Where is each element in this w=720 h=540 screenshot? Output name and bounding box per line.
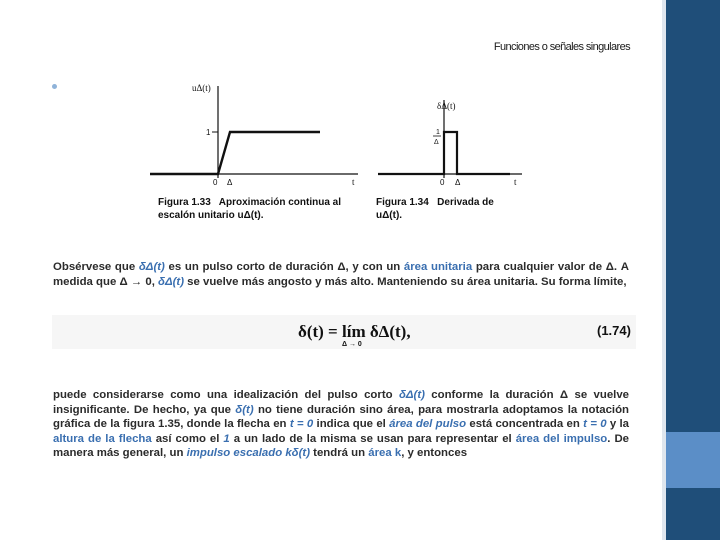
- p1-text: es un pulso corto de duración Δ, y con un: [164, 261, 404, 273]
- p2-text: y la: [606, 418, 629, 431]
- fig133-axis-t: t: [352, 177, 355, 187]
- p1-delta-term: δΔ(t): [138, 261, 165, 273]
- fig133-caption: [158, 196, 341, 222]
- p2-text: está concentrada en: [466, 418, 584, 431]
- p1-delta-term: δΔ(t): [158, 275, 185, 288]
- fig134-caption-num: Figura 1.34: [376, 197, 429, 208]
- paragraph-2: [53, 388, 629, 461]
- p2-term: 1: [223, 432, 230, 445]
- paragraph-1: [53, 260, 629, 289]
- fig133-caption-line1: Aproximación continua al: [218, 197, 342, 208]
- fig134-tick-delta-label: Δ: [455, 178, 461, 187]
- p2-text: puede considerarse como una idealización del pulso corto: [53, 389, 399, 401]
- fig133-ramp-curve: [150, 132, 320, 174]
- fig133-tick-0-label: 0: [213, 178, 218, 187]
- p2-text: . De manera más general, un: [53, 432, 630, 460]
- p1-area-term: área unitaria: [403, 261, 473, 273]
- equation-number: (1.74): [597, 323, 631, 338]
- fig133-tick-1-label: 1: [206, 128, 211, 137]
- fig133-caption-line2: escalón unitario uΔ(t).: [158, 210, 264, 221]
- slide-title: Funciones o señales singulares: [493, 41, 630, 53]
- fig134-caption: [376, 196, 494, 222]
- fig134-tick-0-label: 0: [440, 178, 445, 187]
- fig134-caption-line2: uΔ(t).: [376, 210, 403, 221]
- p2-text: tendrá un: [310, 447, 369, 460]
- p2-term: t = 0: [289, 418, 314, 431]
- fig133-tick-delta-label: Δ: [227, 178, 233, 187]
- p2-term: δ(t): [235, 403, 254, 416]
- p2-term: área del impulso: [515, 432, 608, 445]
- p2-text: a un lado de la misma se usan para representar el: [229, 432, 516, 445]
- fig134-axis-t: t: [514, 177, 517, 187]
- p2-term: impulso escalado kδ(t): [186, 447, 311, 460]
- p1-text: Obsérvese que: [53, 261, 139, 273]
- sidebar-accent-block: [666, 432, 720, 488]
- p2-term: área del pulso: [389, 418, 467, 431]
- fig133-caption-num: Figura 1.33: [158, 197, 211, 208]
- p1-text: se vuelve más angosto y más alto. Manteniendo su área unitaria. Su forma límite,: [184, 275, 627, 288]
- figures-image: [150, 72, 524, 230]
- fig133-y-label: uΔ(t): [192, 83, 211, 93]
- p2-term: δΔ(t): [398, 389, 425, 401]
- fig134-caption-line1: Derivada de: [437, 197, 494, 208]
- p2-text: , y entonces: [401, 447, 468, 460]
- fig134-pulse: [378, 132, 510, 174]
- equation: δ(t) = lím δΔ(t),: [298, 322, 411, 341]
- bullet-dot: [52, 84, 57, 89]
- fig134-frac-den: Δ: [434, 139, 439, 146]
- p2-text: así como el: [151, 432, 224, 445]
- p2-term: área k: [368, 447, 402, 460]
- figure-1-33-plot: [150, 83, 358, 187]
- figure-1-34-plot: [378, 100, 522, 187]
- fig134-y-label: δΔ(t): [437, 101, 456, 111]
- fig134-frac-num: 1: [436, 129, 440, 136]
- p1-text: para cualquier valor de Δ. A medida que Δ → 0,: [53, 261, 629, 288]
- equation-limit: Δ → 0: [342, 341, 362, 348]
- p2-term: t = 0: [583, 418, 607, 431]
- p2-term: altura de la flecha: [53, 432, 152, 445]
- p2-text: indica que el: [313, 418, 390, 431]
- p2-text: conforme la duración Δ se vuelve insignificante. De hecho, ya que: [53, 389, 629, 416]
- p2-text: no tiene duración sino área, para mostrarla adoptamos la notación gráfica de la figura 1.35, donde la flecha en: [53, 403, 629, 431]
